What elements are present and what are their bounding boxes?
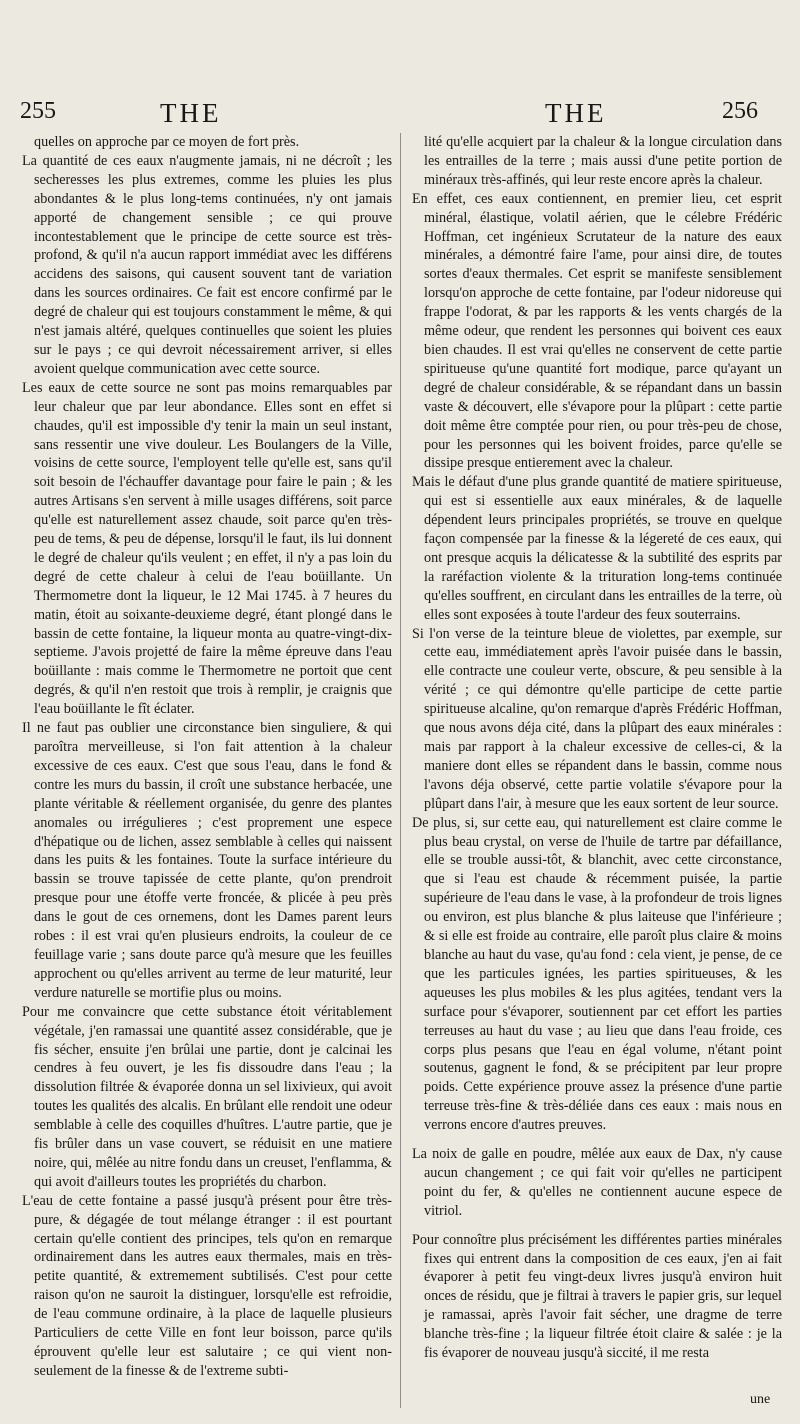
paragraph: La quantité de ces eaux n'augmente jamais, ni ne décroît ; les secheresses les plus extremes, comme les pluies les plus abondantes & le plus long-tems continuées, n'y ont jamais apporté de changement sensible ; ce qui prouve incontestablement que le principe de cette source est très-profond, & qu'il n'a aucun rapport immédiat avec les différens accidens des saisons, qui causent souvent tant de variation dans les sources ordinaires. Ce fait est encore confirmé par le degré de chaleur qui est toujours constamment le même, & qui n'est jamais altéré, quelques continuelles que soient les pluies sur le pays ; ce qui devroit nécessairement arriver, si elles avoient quelque communication avec cette source.	[22, 152, 392, 377]
column-divider	[400, 133, 401, 1408]
left-column	[22, 133, 392, 1411]
paragraph: Si l'on verse de la teinture bleue de violettes, par exemple, sur cette eau, immédiatement après l'avoir puisée dans le bassin, elle contracte une couleur verte, obscure, & peu sensible à la vérité ; ce qui démontre qu'elle participe de cette partie spiritueuse alcaline, qu'on remarque d'après Frédéric Hoffman, que nous avons déja cité, dans la plûpart des eaux minérales : mais par rapport à la chaleur excessive de celles-ci, & la maniere dont elles se répandent dans le bassin, comme nous l'avons déja observé, cette partie volatile s'évapore pour la plûpart dans l'air, à mesure que les eaux sortent de leur source.	[412, 625, 782, 812]
paragraph: Pour me convaincre que cette substance étoit véritablement végétale, j'en ramassai une quantité assez considérable, que je fis sécher, ensuite j'en brûlai une partie, dont je calcinai les cendres à feu ouvert, je les fis dissoudre dans l'eau ; la dissolution filtrée & évaporée donna un sel lixivieux, qui avoit toutes les qualités des alcalis. En brûlant elle rendoit une odeur semblable à celle des coquilles d'huîtres. L'autre partie, que je fis brûler dans un vase couvert, se réduisit en une matiere noire, qui, mêlée au nitre fondu dans un creuset, l'enflamma, & qui avoit d'ailleurs toutes les propriétés du charbon.	[22, 1003, 392, 1190]
right-column	[412, 133, 782, 1411]
paragraph: De plus, si, sur cette eau, qui naturellement est claire comme le plus beau crystal, on verse de l'huile de tartre par défaillance, elle se trouble aussi-tôt, & blanchit, avec cette circonstance, que si l'eau est chaude & récemment puisée, la partie supérieure de l'eau dans le vase, à la profondeur de trois lignes ou environ, est plus blanche & plus laiteuse que l'inférieure ; & si elle est froide au contraire, elle paroît plus claire & moins blanche au haut du vase, qu'au fond : cela vient, je pense, de ce que les particules ignées, les parties spiritueuses, & les aqueuses les plus mobiles & les plus agitées, tendant vers la surface pour s'évaporer, soutiennent par cet effort les parties terreuses au haut du vase ; au lieu que dans l'eau froide, ces corps plus pesans que l'eau en égal volume, n'étant point soutenus, gagnent le fond, & se précipitent par leur propre poids. Cette expérience prouve assez la présence d'une partie terreuse très-fine & très-déliée dans ces eaux : mais nous en verrons encore d'autres preuves.	[412, 814, 782, 1134]
page-number-left: 255	[20, 98, 56, 124]
running-head-right: THE	[545, 98, 607, 128]
paragraph: lité qu'elle acquiert par la chaleur & la longue circulation dans les entrailles de la terre ; mais aussi d'une petite portion de minéraux très-affinés, qui leur reste encore après la chaleur.	[424, 134, 782, 188]
running-head-left: THE	[160, 98, 222, 128]
paragraph: quelles on approche par ce moyen de fort près.	[34, 134, 300, 150]
catchword: une	[750, 1392, 771, 1407]
paragraph: Pour connoître plus précisément les différentes parties minérales fixes qui entrent dans la composition de ces eaux, j'en ai fait évaporer à petit feu vingt-deux livres jusqu'à environ huit onces de résidu, que je filtrai à travers le papier gris, sur lequel je ramassai, après l'avoir fait sécher, une dragme de terre blanche très-fine ; la liqueur filtrée étoit claire & salée : je la fis évaporer de nouveau jusqu'à siccité, il me resta	[412, 1231, 782, 1362]
paragraph: Il ne faut pas oublier une circonstance bien singuliere, & qui paroîtra merveilleuse, si l'on fait attention à la chaleur excessive de ces eaux. C'est que sous l'eau, dans le fond & contre les murs du bassin, il croît une substance herbacée, une plante véritable & réellement organisée, du genre des plantes anomales ou irrégulieres ; c'est proprement une espece d'hépatique ou de lichen, assez semblable à celles qui naissent dans les puits & les fontaines. Toute la surface intérieure du bassin se trouve tapissée de cette plante, qu'on prendroit presque pour une étoffe verte froncée, & plicée à peu près dans le gout de ces ornemens, dont les Dames parent leurs robes : il est vrai qu'en plusieurs endroits, la couleur de ce feuillage varie ; sans doute parce qu'à mesure que les feuilles approchent ou qu'elles arrivent au terme de leur maturité, leur verdure naturelle se mortifie plus ou moins.	[22, 720, 392, 1001]
paragraph: Les eaux de cette source ne sont pas moins remarquables par leur chaleur que par leur abondance. Elles sont en effet si chaudes, qu'il est impossible d'y tenir la main un seul instant, sans ressentir une vive douleur. Les Boulangers de la Ville, voisins de cette source, l'employent telle qu'elle est, sans qu'il soit besoin de l'échauffer davantage pour faire le pain ; & les autres Artisans s'en servent à mille usages différens, soit parce qu'elle est naturellement assez chaude, soit parce qu'en très-peu de tems, & peu de dépense, lorsqu'il le faut, ils lui donnent le degré de chaleur qu'ils veulent ; en effet, il n'y a pas loin du degré de cette chaleur à celui de l'eau boüillante. Un Thermometre dont la liqueur, le 12 Mai 1745. à 7 heures du matin, étoit au soixante-deuxieme degré, étant plongé dans le bassin de cette fontaine, la liqueur monta au quatre-vingt-dix-septieme. J'avois projetté de faire la même épreuve dans l'eau boüillante : mais comme le Thermometre ne portoit que cent degrés, & qu'il n'en restoit que trois à remplir, je craignis que l'eau boüillante le fît éclater.	[22, 379, 392, 718]
paragraph: L'eau de cette fontaine a passé jusqu'à présent pour être très-pure, & dégagée de tout mélange étranger : il est pourtant certain qu'elle contient des principes, tels qu'on en remarque ordinairement dans les autres eaux thermales, mais en très-petite quantité, & extremement subtilisés. C'est pour cette raison qu'on ne sauroit la distinguer, lorsqu'elle est refroidie, de l'eau commune ordinaire, à la place de laquelle plusieurs Particuliers de cette Ville en font leur boisson, parce qu'ils éprouvent qu'elle leur est salutaire ; ce qui vient non-seulement de la finesse & de l'extreme subti-	[22, 1192, 392, 1379]
page-number-right: 256	[722, 98, 758, 124]
paragraph: En effet, ces eaux contiennent, en premier lieu, cet esprit minéral, élastique, volatil aérien, que le célebre Frédéric Hoffman, cet ingénieux Scrutateur de la nature des eaux minérales, a démontré faire l'ame, pour ainsi dire, de toutes sortes d'eaux thermales. Cet esprit se manifeste sensiblement lorsqu'on approche de cette fontaine, par l'odeur nidoreuse qui frappe l'odorat, & par les rapports & les vents chargés de la même odeur, que rendent les personnes qui boivent ces eaux bien chaudes. Il est vrai qu'elles ne conservent de cette partie spiritueuse qu'une quantité fort modique, parce qu'ayant un degré de chaleur considérable, & se répandant dans un bassin vaste & découvert, elle s'évapore pour la plûpart : cette partie doit même être comptée pour rien, ou pour très-peu de chose, pour les personnes qui les boivent froides, parce qu'elle se dissipe presque entierement avec la chaleur.	[412, 190, 782, 472]
paragraph: Mais le défaut d'une plus grande quantité de matiere spiritueuse, qui est si essentielle aux eaux minérales, & de laquelle dépendent leurs principales propriétés, se trouve en quelque façon compensée par la finesse & la légereté de ces eaux, qui ont presque acquis la délicatesse & la subtilité des esprits par la raréfaction violente & la trituration long-tems continuée qu'elles souffrent, en circulant dans les entrailles de la terre, où elles sont exposées à toute l'ardeur des feux souterrains.	[412, 474, 782, 623]
paragraph: La noix de galle en poudre, mêlée aux eaux de Dax, n'y cause aucun changement ; ce qui fait voir qu'elles ne participent point du fer, & qu'elles ne contiennent aucune espece de vitriol.	[412, 1146, 782, 1219]
